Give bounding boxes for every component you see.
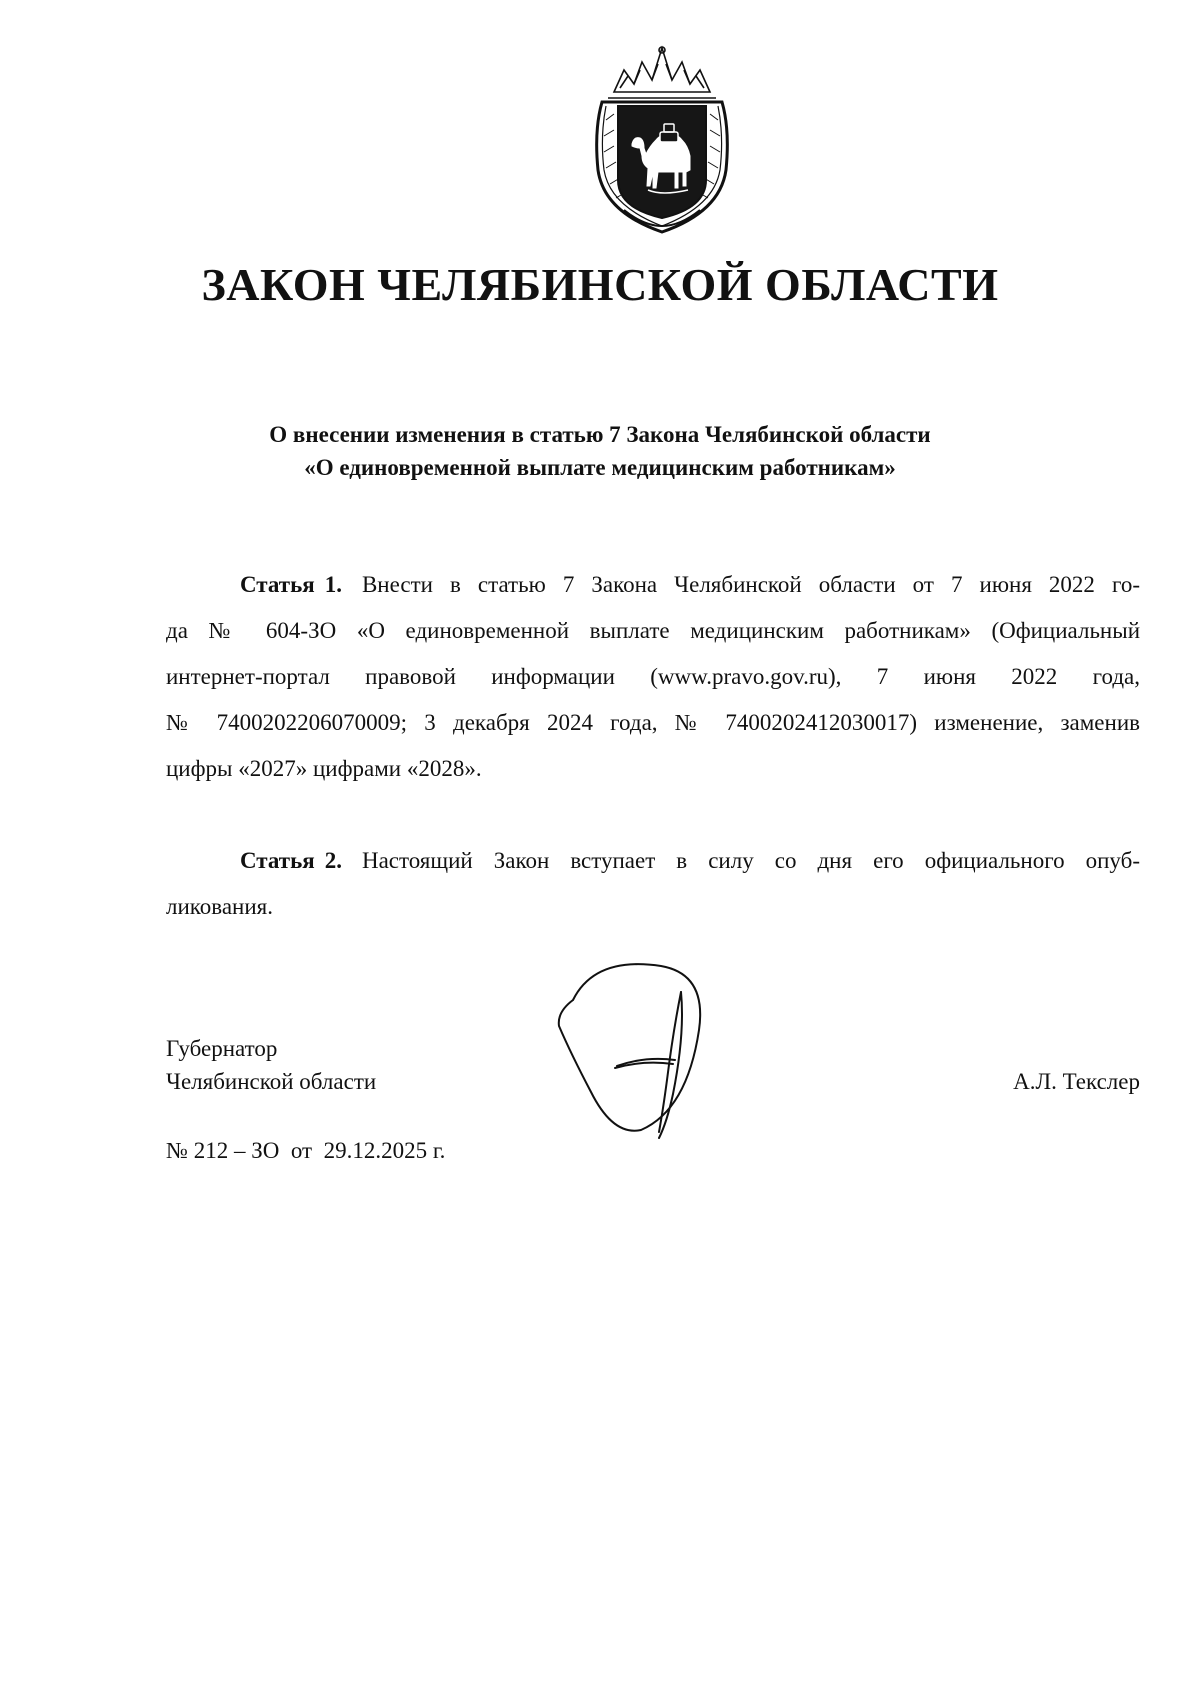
- article-2-line-1: Статья 2. Настоящий Закон вступает в силу со дня его официального опуб-: [240, 848, 1140, 873]
- signatory-position: [166, 1032, 376, 1098]
- article-1-line-2: да № 604-ЗО «О единовременной выплате медицинским работникам» (Официальный: [166, 618, 1140, 643]
- article-1-line-5: цифры «2027» цифрами «2028».: [166, 756, 482, 781]
- article-2-line-2: ликования.: [166, 894, 274, 919]
- handwritten-signature: [555, 960, 765, 1160]
- coat-of-arms-icon: [584, 40, 740, 236]
- signatory-name: А.Л. Текслер: [1013, 1069, 1140, 1094]
- signatory-position-line-1: Губернатор: [166, 1036, 278, 1061]
- article-2: [166, 838, 1140, 930]
- signatory-position-line-2: Челябинской области: [166, 1069, 377, 1094]
- article-1-label: Статья 1.: [240, 572, 342, 597]
- article-1-line-3: интернет-портал правовой информации (www.pravo.gov.ru), 7 июня 2022 года,: [166, 664, 1140, 689]
- law-number: № 212 – ЗО от 29.12.2025 г.: [166, 1138, 446, 1163]
- article-1: [166, 562, 1140, 792]
- subtitle-line-1: О внесении изменения в статью 7 Закона Челябинской области: [269, 422, 931, 447]
- law-subtitle: [180, 418, 1020, 484]
- page-title: ЗАКОН ЧЕЛЯБИНСКОЙ ОБЛАСТИ: [201, 259, 999, 310]
- article-1-line-1: Статья 1. Внести в статью 7 Закона Челябинской области от 7 июня 2022 го-: [240, 572, 1140, 597]
- article-1-line-4: № 7400202206070009; 3 декабря 2024 года, № 7400202412030017) изменение, заменив: [166, 710, 1140, 735]
- article-2-label: Статья 2.: [240, 848, 342, 873]
- subtitle-line-2: «О единовременной выплате медицинским работникам»: [304, 455, 896, 480]
